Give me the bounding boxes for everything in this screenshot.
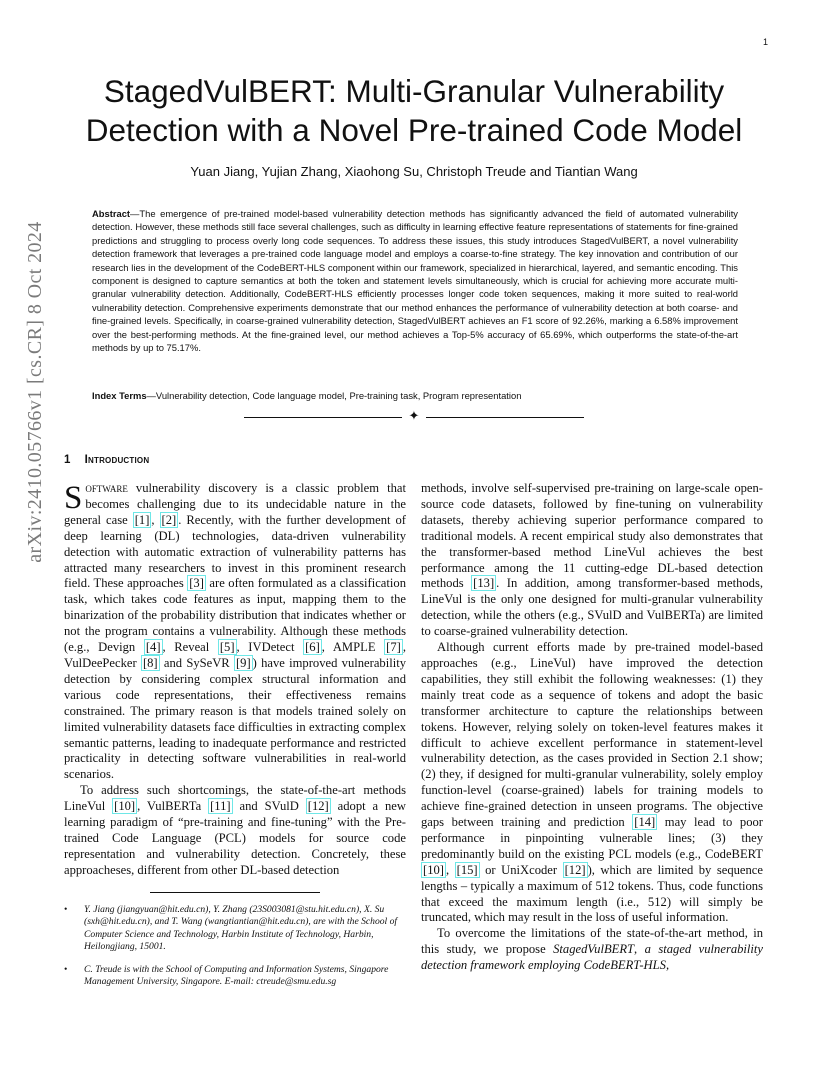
- method-name-emphasis: StagedVulBERT: [553, 942, 635, 957]
- arxiv-identifier-sidebar[interactable]: arXiv:2410.05766v1 [cs.CR] 8 Oct 2024: [24, 221, 46, 563]
- citation-link[interactable]: [6]: [305, 640, 320, 655]
- body-text: ,: [151, 512, 160, 527]
- body-text: may lead to poor performance in pinpointing vulnerable lines; (3) they predominantly build on the existing PCL models (e.g., CodeBERT: [421, 815, 763, 861]
- citation-link[interactable]: [14]: [634, 815, 656, 830]
- body-text: vulnerability discovery is a classic problem that becomes challenging due to its undecidable nature in the general case: [64, 481, 406, 527]
- section-title: Introduction: [84, 454, 150, 466]
- footnote-text: C. Treude is with the School of Computing and Information Systems, Singapore Management University, Singapore. E-mail: ctreude@smu.edu.sg: [84, 963, 389, 988]
- body-text: , AMPLE: [321, 640, 385, 655]
- citation-link[interactable]: [1]: [134, 512, 150, 527]
- body-text: and SySeVR: [159, 655, 234, 670]
- body-text: To address such shortcomings, the state-of-the-art methods LineVul: [64, 783, 406, 814]
- body-text: , Reveal: [162, 640, 218, 655]
- citation-link[interactable]: [12]: [564, 862, 586, 877]
- body-text: ) have improved vulnerability detection by considering complex structural information and various code representations, their effectiveness remains constrained. The primary reason is that models trained solely on limited vulnerability datasets face difficulties in extracting complex semantic patterns, leading to inadequate performance and restricted practicality in detecting software vulnerabilities in real-world scenarios.: [64, 655, 407, 782]
- citation-link[interactable]: [12]: [307, 799, 329, 814]
- citation-link[interactable]: [3]: [189, 576, 204, 591]
- footnote-rule: [150, 892, 320, 893]
- citation-link[interactable]: [11]: [210, 799, 231, 814]
- abstract-text: —The emergence of pre-trained model-based vulnerability detection methods has significantly advanced the field of automated vulnerability detection. However, these methods still face several challenges, such as difficulty in learning effective feature representations of statements for fine-grained predictions and struggling to process overly long code sequences. To address these issues, this study introduces StagedVulBERT, a novel vulnerability detection framework that leverages a pre-trained code language model and employs a coarse-to-fine strategy. The key innovation and contribution of our research lies in the development of the CodeBERT-HLS component within our framework, specialized in hierarchical, layered, and semantic encoding. This component is designed to capture semantics at both the token and statement levels simultaneously, which is crucial for achieving more accurate multi-granular vulnerability detection. Additionally, CodeBERT-HLS efficiently processes longer code token sequences, making it more suited to real-world vulnerability detection. Comprehensive experiments demonstrate that our method enhances the performance of vulnerability detection at both coarse- and fine-grained levels. Specifically, in coarse-grained vulnerability detection, StagedVulBERT achieves an F1 score of 92.26%, marking a 6.58% improvement over the best-performing methods. At the fine-grained level, our method achieves a Top-5% accuracy of 65.69%, which outperforms the state-of-the-art methods by up to 75.17%.: [92, 208, 738, 354]
- body-text: adopt a new learning paradigm of “pre-training and fine-tuning” with the Pre-trained Code Language (PCL) models for source code representation and vulnerability detection. Concretely, these approacheses, different from other DL-based detection: [64, 799, 406, 877]
- method-description-emphasis: a staged vulnerability detection framework employing CodeBERT-HLS,: [421, 942, 764, 973]
- citation-link[interactable]: [2]: [161, 512, 177, 527]
- divider-rule-right: [426, 417, 584, 418]
- index-terms: [92, 389, 738, 402]
- body-text: , VulBERTa: [137, 799, 209, 814]
- section-number: 1: [64, 454, 71, 466]
- body-text: are often formulated as a classification task, which takes code features as input, mapping them to the binarization of the probability distribution that indicates whether or not the program contains a vulnerability. Although these methods (e.g., Devign: [64, 576, 406, 655]
- body-text: ,: [634, 942, 645, 957]
- body-text: . In addition, among transformer-based methods, LineVul is the only one designed for multi-granular vulnerability detection, while the others (e.g., SVulD and VulBERTa) are limited to coarse-grained vulnerability detection.: [421, 576, 764, 639]
- citation-link[interactable]: [9]: [235, 655, 251, 670]
- footnote-affiliation-hit: [64, 904, 406, 954]
- divider-ornament-icon: ✦: [408, 409, 420, 424]
- page-number: 1: [762, 37, 768, 47]
- footnote-bullet-icon: •: [64, 904, 68, 915]
- author-list: Yuan Jiang, Yujian Zhang, Xiaohong Su, Christoph Treude and Tiantian Wang: [190, 164, 638, 179]
- body-text: and SVulD: [232, 799, 306, 814]
- body-text: , VulDeePecker: [64, 640, 406, 670]
- footnote-affiliation-smu: [64, 964, 406, 989]
- intro-paragraph-4: [421, 640, 763, 926]
- citation-link[interactable]: [15]: [456, 862, 478, 877]
- index-terms-label: Index Terms: [92, 390, 147, 401]
- section-divider: [244, 409, 584, 425]
- footnotes: [64, 904, 406, 998]
- intro-paragraph-1: [64, 481, 406, 783]
- citation-link[interactable]: [4]: [145, 640, 161, 655]
- citation-link[interactable]: [10]: [114, 799, 136, 814]
- intro-paragraph-5: [421, 926, 763, 974]
- citation-link[interactable]: [7]: [386, 640, 401, 655]
- divider-rule-left: [244, 417, 402, 418]
- drop-cap: S: [64, 480, 83, 516]
- body-text: methods, involve self-supervised pre-training on large-scale open-source code datasets, followed by fine-tuning on vulnerability datasets, thereby achieving superior performance compared to traditional models. A recent empirical study also demonstrates that the transformer-based method LineVul achieves the best performance among the 11 cutting-edge DL-based detection methods: [421, 481, 763, 591]
- abstract: [92, 207, 738, 354]
- intro-paragraph-2: [64, 783, 406, 878]
- body-text: Although current efforts made by pre-trained model-based approaches (e.g., LineVul) have improved the detection capabilities, they still exhibit the following weaknesses: (1) they mainly treat code as a sequence of tokens and adopt the basic transformer architecture to capture the relationships between tokens. However, relying solely on token-level features makes it difficult to achieve excellent performance in statement-level vulnerability detection, as the cases provided in Section 2.1 show; (2) they, if designed for multi-granular vulnerability, solely employ function-level (coarse-grained) labels for training models to achieve fine-grained detection in unseen programs. The objective gaps between training and prediction: [421, 640, 763, 830]
- citation-link[interactable]: [10]: [423, 862, 444, 877]
- body-text: , IVDetect: [236, 640, 304, 655]
- citation-link: [133, 512, 152, 528]
- body-text: ,: [445, 862, 455, 877]
- index-terms-text: —Vulnerability detection, Code language model, Pre-training task, Program representation: [146, 390, 522, 401]
- body-text: or UniXcoder: [479, 862, 563, 877]
- abstract-label: Abstract: [92, 208, 131, 219]
- right-column: [421, 481, 763, 974]
- body-text: To overcome the limitations of the state-of-the-art method, in this study, we propose: [421, 926, 763, 957]
- footnote-bullet-icon: •: [64, 963, 68, 975]
- section-heading-introduction: [64, 452, 149, 468]
- lead-in-smallcaps: oftware: [85, 481, 128, 495]
- intro-paragraph-3: [421, 481, 763, 640]
- citation-link[interactable]: [13]: [473, 576, 495, 591]
- left-column: [64, 481, 406, 879]
- paper-title: StagedVulBERT: Multi-Granular Vulnerability Detection with a Novel Pre-trained Code Model: [85, 73, 743, 148]
- citation-link[interactable]: [5]: [219, 640, 235, 655]
- citation-link[interactable]: [8]: [142, 655, 158, 670]
- footnote-text: Y. Jiang (jiangyuan@hit.edu.cn), Y. Zhang (23S003081@stu.hit.edu.cn), X. Su (sxh@hit.edu.cn), and T. Wang (wangtiantian@hit.edu.cn), are with the School of Computer Science and Technology, Harbin Institute of Technology, Harbin, Heilongjiang, 15001.: [84, 904, 398, 953]
- body-text: ), which are limited by sequence lengths – typically a maximum of 512 tokens. Thus, code functions that exceed the maximum length (i.e., 512) will simply be truncated, which may result in the loss of useful information.: [421, 862, 763, 925]
- body-text: . Recently, with the further development of deep learning (DL) technologies, data-driven vulnerability detection with automatic extraction of vulnerability patterns has attracted many researchers to invest in this prominent research field. These approaches: [64, 512, 406, 591]
